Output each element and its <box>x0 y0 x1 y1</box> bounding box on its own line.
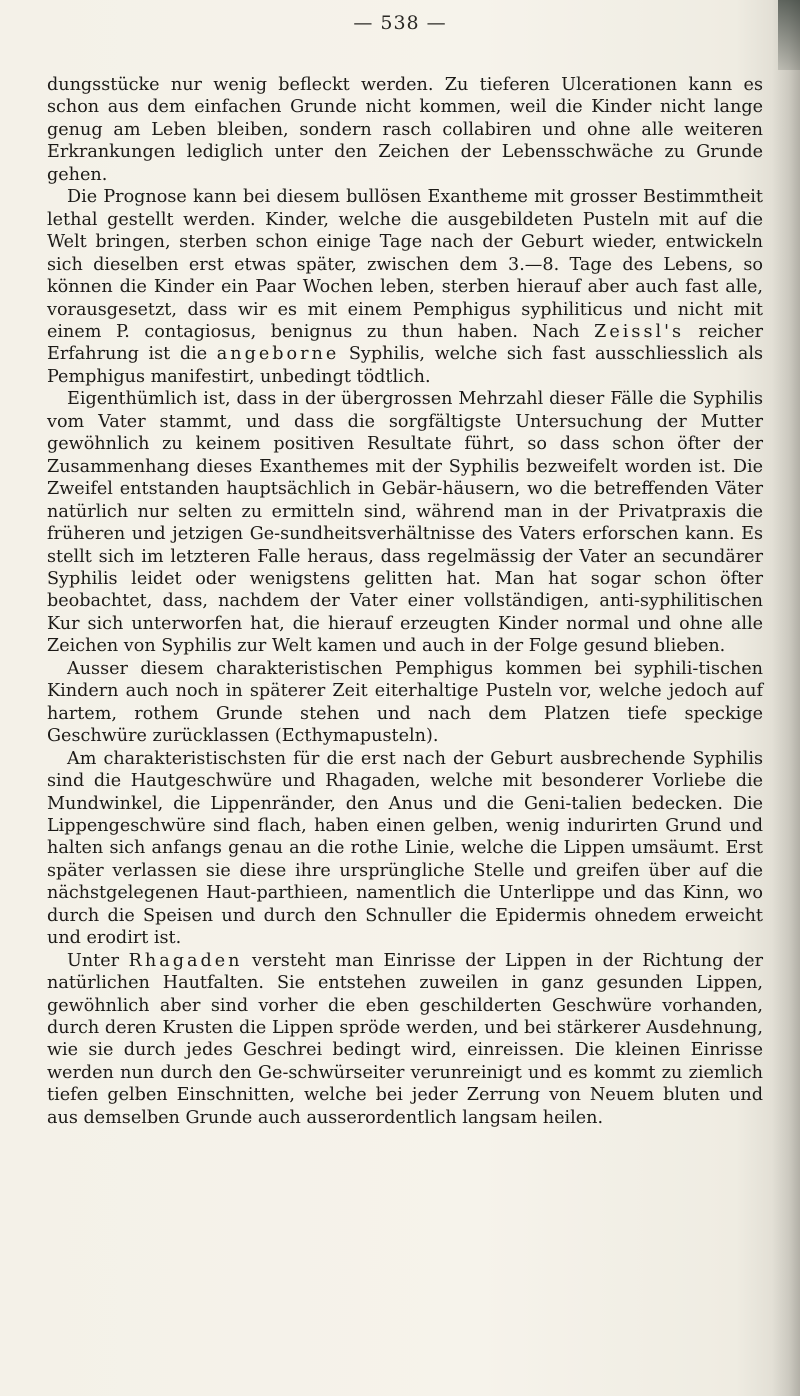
text-segment: reicher Erfahrung ist die <box>47 321 763 365</box>
text-segment: Ausser diesem charakteristischen Pemphigus kommen bei syphili-tischen Kindern auch noch in späterer Zeit eiterhaltige Pusteln vor, welche jedoch auf hartem, rothem Grunde stehen und nach dem Platzen tiefe speckige Geschwüre zurücklassen (Ecthymapusteln). <box>47 658 763 747</box>
emphasized-term: Rhagaden <box>128 950 243 971</box>
body-text <box>47 74 763 1129</box>
text-segment: Unter <box>67 950 129 971</box>
text-segment: Eigenthümlich ist, dass in der übergrossen Mehrzahl dieser Fälle die Syphilis vom Vater stammt, und dass die sorgfältigste Untersuchung der Mutter gewöhnlich zu keinem positiven Resultate führt, so dass schon öfter der Zusammenhang dieses Exanthemes mit der Syphilis bezweifelt worden ist. Die Zweifel entstanden hauptsächlich in Gebär-häusern, wo die betreffenden Väter natürlich nur selten zu ermitteln sind, während man in der Privatpraxis die früheren und jetzigen Ge-sundheitsverhältnisse des Vaters erforschen kann. Es stellt sich im letzteren Falle heraus, dass regelmässig der Vater an secundärer Syphilis leidet oder wenigstens gelitten hat. Man hat sogar schon öfter beobachtet, dass, nachdem der Vater einer vollständigen, anti-syphilitischen Kur sich unterworfen hat, die hierauf erzeugten Kinder normal und ohne alle Zeichen von Syphilis zur Welt kamen und auch in der Folge gesund blieben. <box>47 389 763 657</box>
paragraph-1 <box>47 74 763 186</box>
paragraph-4 <box>47 658 763 748</box>
paragraph-2 <box>47 186 763 388</box>
text-segment: versteht man Einrisse der Lippen in der Richtung der natürlichen Hautfalten. Sie entstehen zuweilen in ganz gesunden Lippen, gewöhnlich aber sind vorher die eben geschilderten Geschwüre vorhanden, durch deren Krusten die Lippen spröde werden, und bei stärkerer Ausdehnung, wie sie durch jedes Geschrei bedingt wird, einreissen. Die kleinen Einrisse werden nun durch den Ge-schwürseiter verunreinigt und es kommt zu ziemlich tiefen gelben Einschnitten, welche bei jeder Zerrung von Neuem bluten und aus demselben Grunde auch ausserordentlich langsam heilen. <box>47 950 763 1128</box>
paragraph-5 <box>47 748 763 950</box>
emphasized-term: angeborne <box>216 344 340 365</box>
paragraph-3 <box>47 388 763 657</box>
emphasized-term: Zeissl's <box>594 321 684 342</box>
binding-corner-mark <box>778 0 800 70</box>
page-edge-shadow <box>772 0 800 1396</box>
page-number: — 538 — <box>353 12 447 34</box>
text-segment: Die Prognose kann bei diesem bullösen Exantheme mit grosser Bestimmtheit lethal gestellt werden. Kinder, welche die ausgebildeten Pusteln mit auf die Welt bringen, sterben schon einige Tage nach der Geburt wieder, entwickeln sich dieselben erst etwas später, zwischen dem 3.—8. Tage des Lebens, so können die Kinder ein Paar Wochen leben, sterben hierauf aber auch fast alle, vorausgesetzt, dass wir es mit einem Pemphigus syphiliticus und nicht mit einem P. contagiosus, benignus zu thun haben. Nach <box>47 187 763 342</box>
text-segment: dungsstücke nur wenig befleckt werden. Zu tieferen Ulcerationen kann es schon aus dem einfachen Grunde nicht kommen, weil die Kinder nicht lange genug am Leben bleiben, sondern rasch collabiren und ohne alle weiteren Erkrankungen lediglich unter den Zeichen der Lebensschwäche zu Grunde gehen. <box>47 75 763 185</box>
text-segment: Am charakteristischsten für die erst nach der Geburt ausbrechende Syphilis sind die Hautgeschwüre und Rhagaden, welche mit besonderer Vorliebe die Mundwinkel, die Lippenränder, den Anus und die Geni-talien bedecken. Die Lippengeschwüre sind flach, haben einen gelben, wenig indurirten Grund und halten sich anfangs genau an die rothe Linie, welche die Lippen umsäumt. Erst später verlassen sie diese ihre ursprüngliche Stelle und greifen über auf die nächstgelegenen Haut-parthieen, namentlich die Unterlippe und das Kinn, wo durch die Speisen und durch den Schnuller die Epidermis ohnedem erweicht und erodirt ist. <box>47 748 763 949</box>
text-segment: Syphilis, welche sich fast ausschliesslich als Pemphigus manifestirt, unbedingt tödtlich. <box>47 344 763 387</box>
paragraph-6 <box>47 950 763 1130</box>
